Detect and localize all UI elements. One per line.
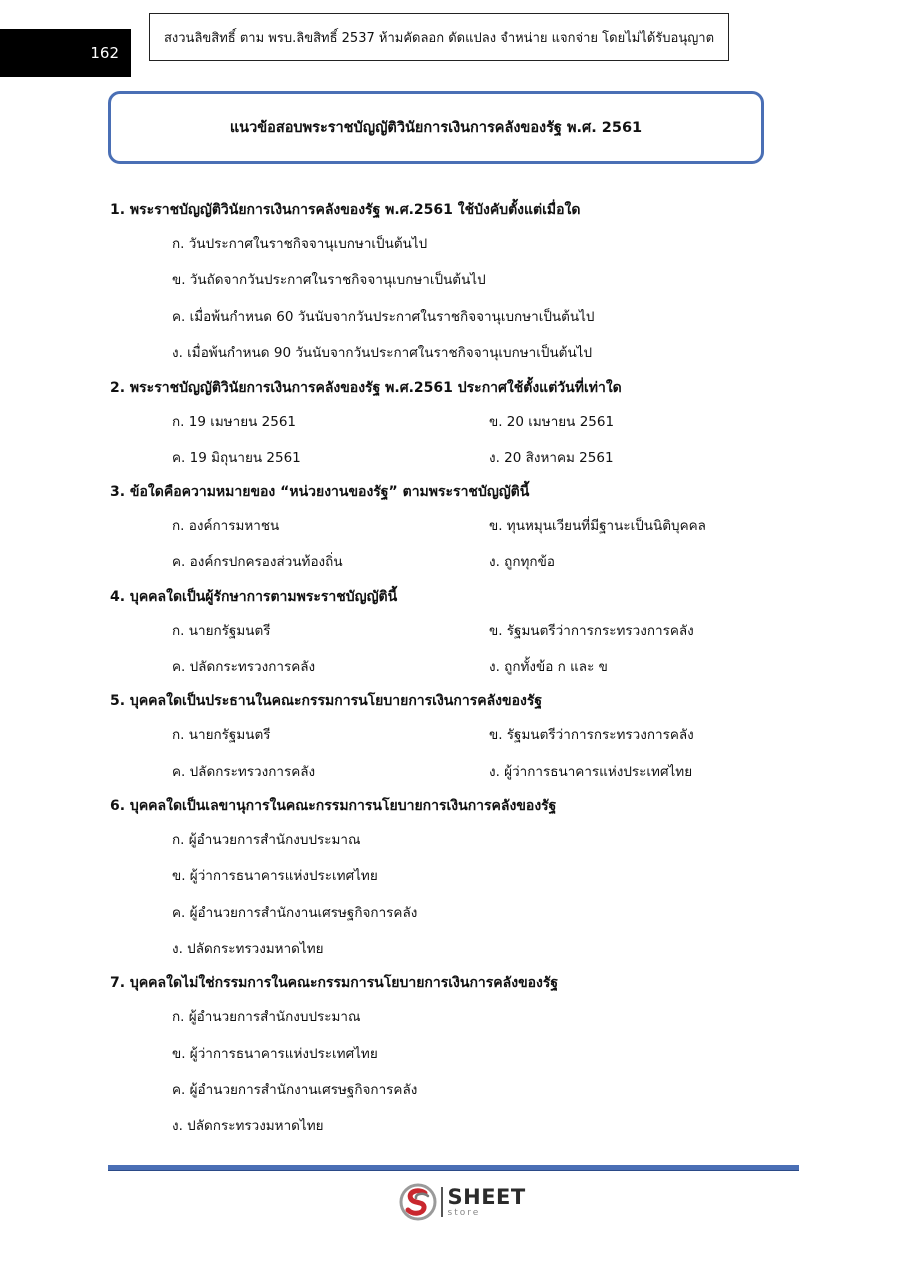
q7-option-b: ข. ผู้ว่าการธนาคารแห่งประเทศไทย	[172, 1046, 378, 1062]
q5-option-c: ค. ปลัดกระทรวงการคลัง	[172, 764, 316, 780]
q1-option-d: ง. เมื่อพ้นกำหนด 90 วันนับจากวันประกาศในราชกิจจานุเบกษาเป็นต้นไป	[172, 345, 593, 361]
q5-option-d: ง. ผู้ว่าการธนาคารแห่งประเทศไทย	[489, 764, 693, 780]
logo-text	[447, 1184, 526, 1218]
q1-option-a: ก. วันประกาศในราชกิจจานุเบกษาเป็นต้นไป	[172, 236, 428, 252]
q6-option-c: ค. ผู้อำนวยการสำนักงานเศรษฐกิจการคลัง	[172, 905, 418, 921]
q4-option-d: ง. ถูกทั้งข้อ ก และ ข	[489, 659, 608, 675]
q3-option-b: ข. ทุนหมุนเวียนที่มีฐานะเป็นนิติบุคคล	[489, 518, 706, 534]
q2-option-a: ก. 19 เมษายน 2561	[172, 414, 297, 430]
q1-option-b: ข. วันถัดจากวันประกาศในราชกิจจานุเบกษาเป็นต้นไป	[172, 272, 486, 288]
logo-separator	[441, 1187, 443, 1217]
copyright-notice: สงวนลิขสิทธิ์ ตาม พรบ.ลิขสิทธิ์ 2537 ห้ามคัดลอก ดัดแปลง จำหน่าย แจกจ่าย โดยไม่ได้รับอนุญาต	[149, 13, 729, 61]
q4-option-a: ก. นายกรัฐมนตรี	[172, 623, 271, 639]
logo-brand-sub: store	[447, 1207, 481, 1218]
footer-divider	[108, 1165, 799, 1171]
question-4: 4. บุคคลใดเป็นผู้รักษาการตามพระราชบัญญัตินี้	[110, 589, 398, 605]
q7-option-d: ง. ปลัดกระทรวงมหาดไทย	[172, 1118, 324, 1134]
q7-option-c: ค. ผู้อำนวยการสำนักงานเศรษฐกิจการคลัง	[172, 1082, 418, 1098]
page-title: แนวข้อสอบพระราชบัญญัติวินัยการเงินการคลังของรัฐ พ.ศ. 2561	[229, 120, 643, 136]
logo-brand: SHEET	[447, 1184, 526, 1209]
question-1: 1. พระราชบัญญัติวินัยการเงินการคลังของรัฐ พ.ศ.2561 ใช้บังคับตั้งแต่เมื่อใด	[110, 202, 581, 218]
question-3: 3. ข้อใดคือความหมายของ “หน่วยงานของรัฐ” ตามพระราชบัญญัตินี้	[110, 484, 530, 500]
q6-option-a: ก. ผู้อำนวยการสำนักงบประมาณ	[172, 832, 361, 848]
q3-option-d: ง. ถูกทุกข้อ	[489, 554, 555, 570]
q4-option-b: ข. รัฐมนตรีว่าการกระทรวงการคลัง	[489, 623, 694, 639]
sheet-store-logo	[398, 1180, 528, 1224]
question-6: 6. บุคคลใดเป็นเลขานุการในคณะกรรมการนโยบายการเงินการคลังของรัฐ	[110, 798, 557, 814]
q4-option-c: ค. ปลัดกระทรวงการคลัง	[172, 659, 316, 675]
q6-option-d: ง. ปลัดกระทรวงมหาดไทย	[172, 941, 324, 957]
question-7: 7. บุคคลใดไม่ใช่กรรมการในคณะกรรมการนโยบายการเงินการคลังของรัฐ	[110, 975, 559, 991]
q2-option-d: ง. 20 สิงหาคม 2561	[489, 450, 614, 466]
q3-option-c: ค. องค์กรปกครองส่วนท้องถิ่น	[172, 554, 343, 570]
sheet-logo-icon	[398, 1182, 438, 1222]
page-number: 162	[0, 29, 131, 77]
page-title-box	[108, 91, 764, 164]
question-2: 2. พระราชบัญญัติวินัยการเงินการคลังของรัฐ พ.ศ.2561 ประกาศใช้ตั้งแต่วันที่เท่าใด	[110, 380, 622, 396]
q6-option-b: ข. ผู้ว่าการธนาคารแห่งประเทศไทย	[172, 868, 378, 884]
q5-option-b: ข. รัฐมนตรีว่าการกระทรวงการคลัง	[489, 727, 694, 743]
q2-option-b: ข. 20 เมษายน 2561	[489, 414, 615, 430]
q7-option-a: ก. ผู้อำนวยการสำนักงบประมาณ	[172, 1009, 361, 1025]
q1-option-c: ค. เมื่อพ้นกำหนด 60 วันนับจากวันประกาศในราชกิจจานุเบกษาเป็นต้นไป	[172, 309, 595, 325]
question-5: 5. บุคคลใดเป็นประธานในคณะกรรมการนโยบายการเงินการคลังของรัฐ	[110, 693, 543, 709]
q5-option-a: ก. นายกรัฐมนตรี	[172, 727, 271, 743]
q3-option-a: ก. องค์การมหาชน	[172, 518, 280, 534]
q2-option-c: ค. 19 มิถุนายน 2561	[172, 450, 301, 466]
